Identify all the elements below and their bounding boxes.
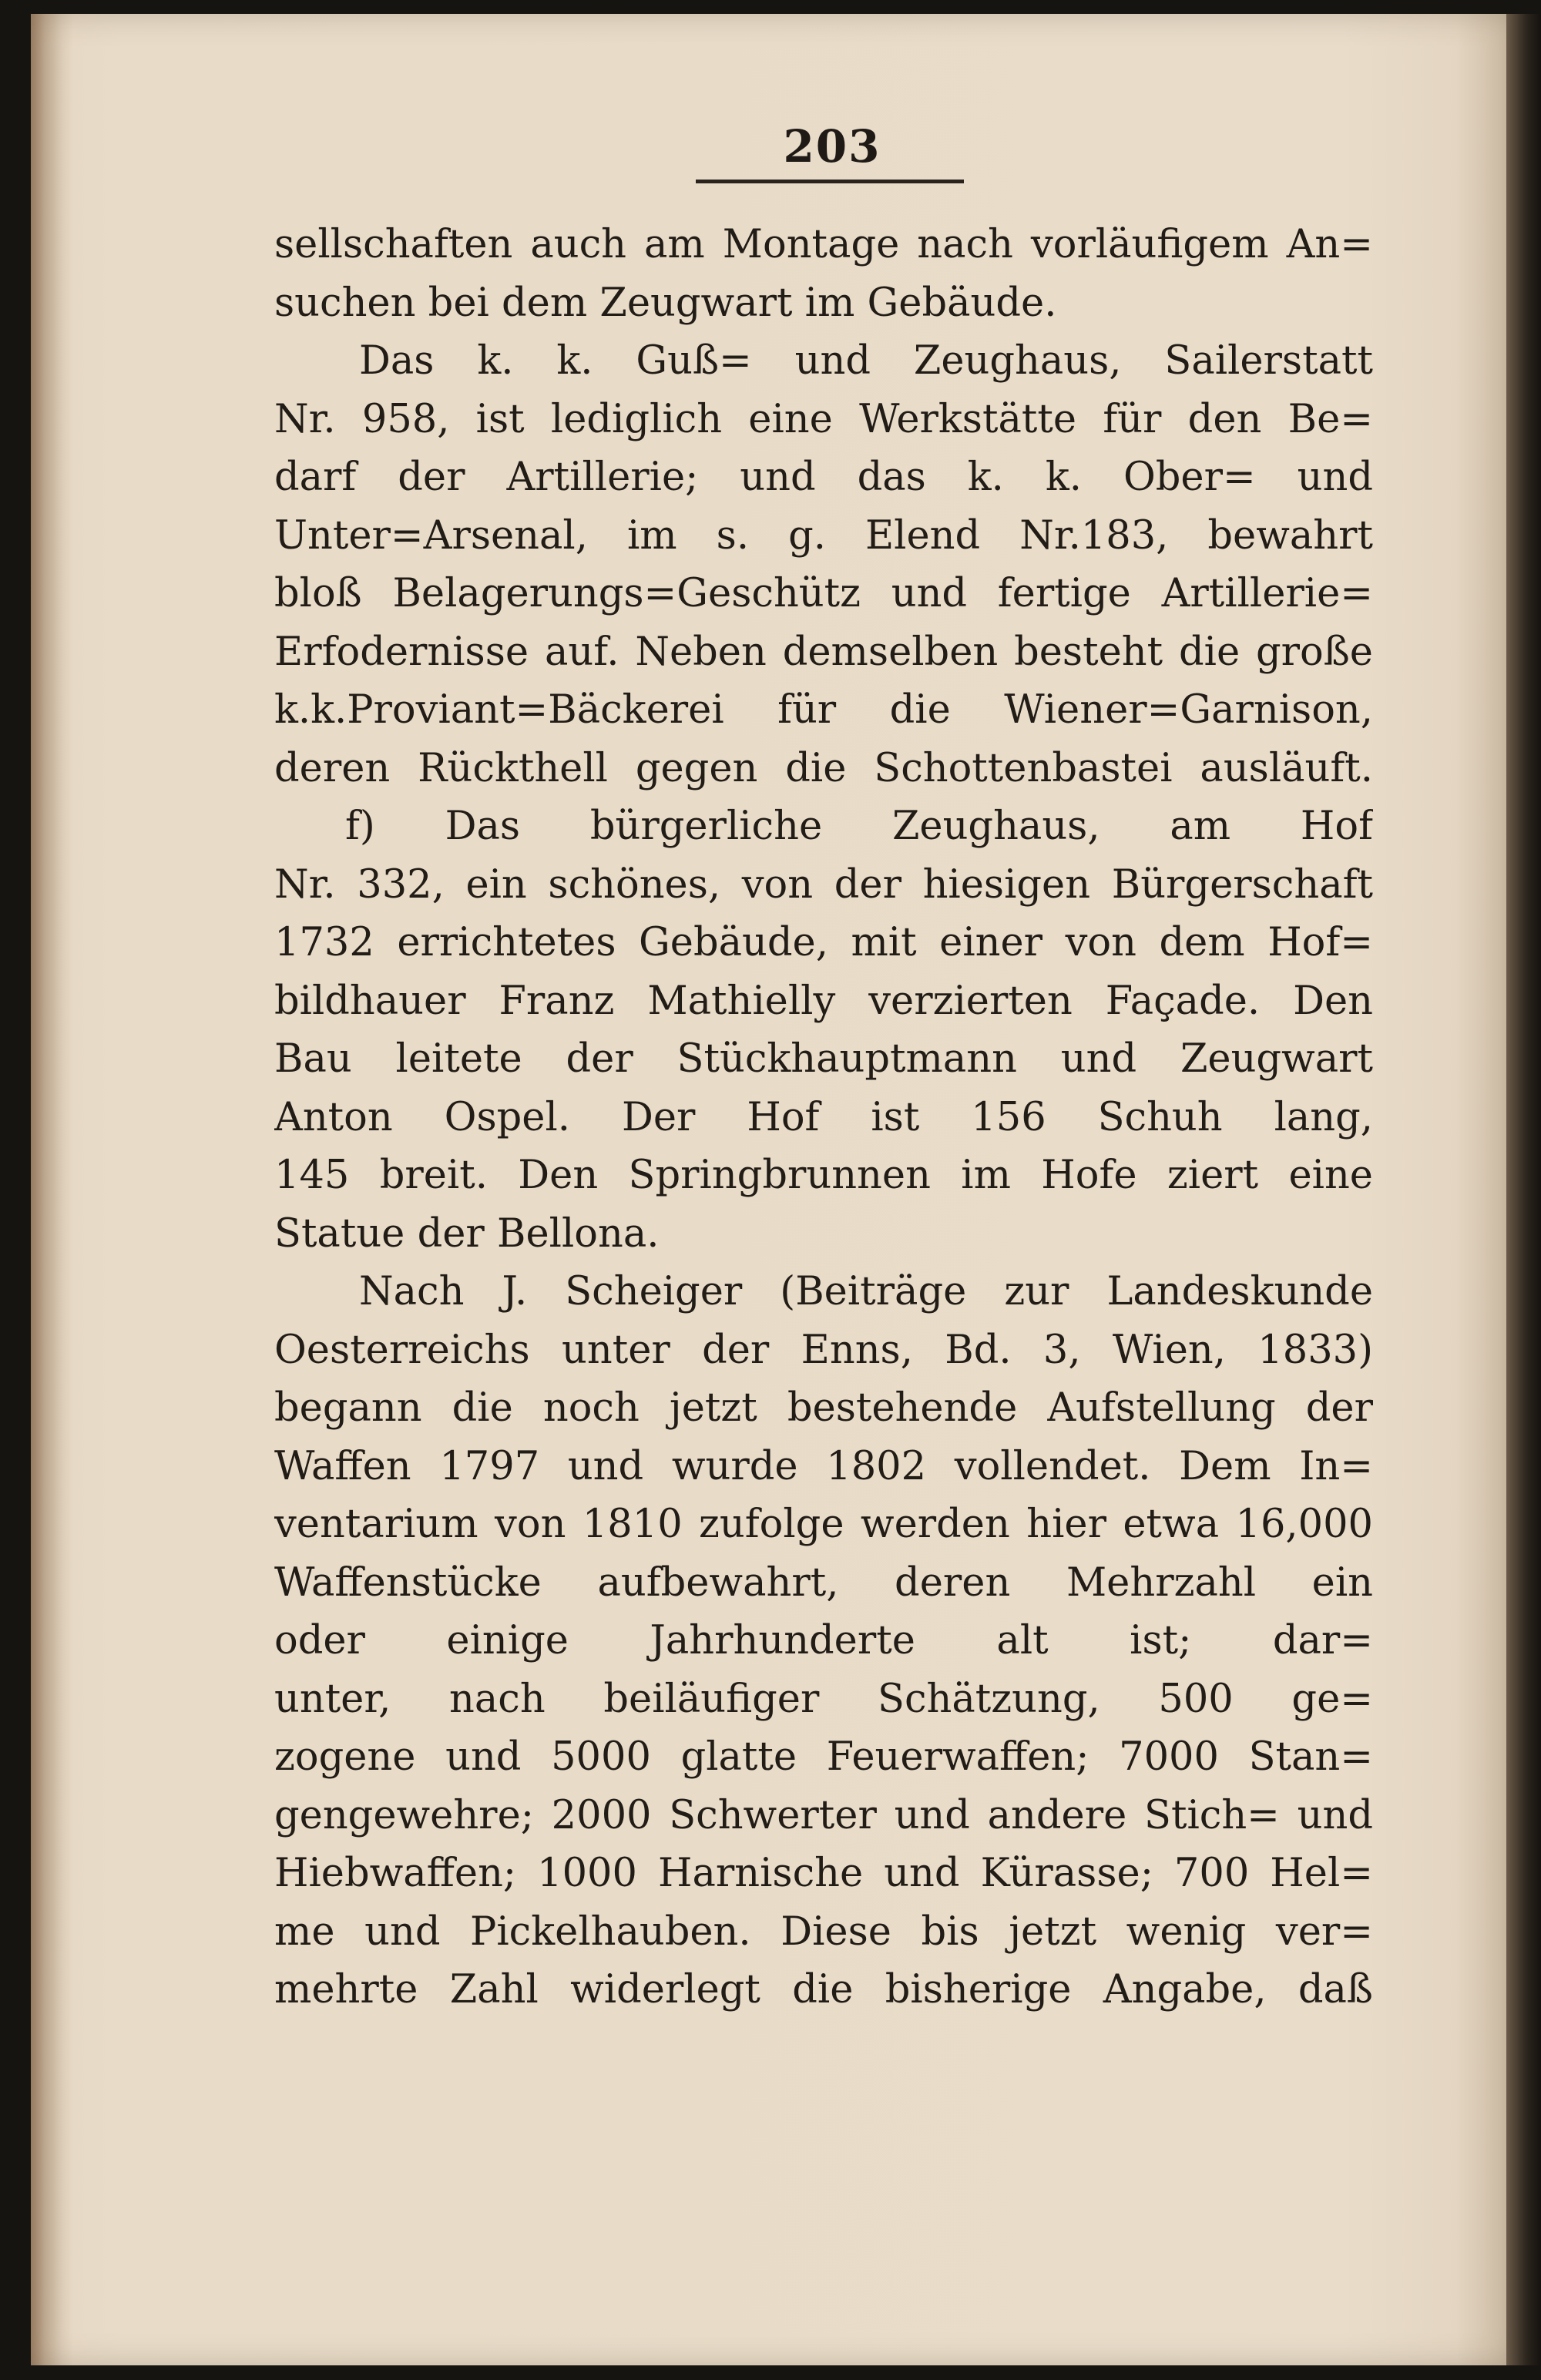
text-line: zogene und 5000 glatte Feuerwaffen; 7000 Stan= bbox=[274, 1734, 1373, 1780]
text-line: bildhauer Franz Mathielly verzierten Façade. Den bbox=[274, 978, 1373, 1024]
text-line: Das k. k. Guß= und Zeughaus, Sailerstatt bbox=[359, 338, 1373, 384]
text-line: Hiebwaffen; 1000 Harnische und Kürasse; 700 Hel= bbox=[274, 1851, 1373, 1896]
text-line: Nach J. Scheiger (Beiträge zur Landeskunde bbox=[359, 1269, 1373, 1314]
text-line: oder einige Jahrhunderte alt ist; dar= bbox=[274, 1618, 1373, 1663]
text-line: deren Rückthell gegen die Schottenbastei ausläuft. bbox=[274, 745, 1373, 791]
text-line: Anton Ospel. Der Hof ist 156 Schuh lang, bbox=[274, 1094, 1373, 1140]
text-line: me und Pickelhauben. Diese bis jetzt wenig ver= bbox=[274, 1908, 1373, 1955]
text-line: Statue der Bellona. bbox=[274, 1210, 660, 1257]
text-line: suchen bei dem Zeugwart im Gebäude. bbox=[274, 280, 1057, 326]
text-line: 145 breit. Den Springbrunnen im Hofe ziert eine bbox=[274, 1153, 1373, 1198]
text-line: k.k.Proviant=Bäckerei für die Wiener=Garnison, bbox=[274, 687, 1373, 733]
page-number: 203 bbox=[783, 120, 881, 173]
body-text bbox=[274, 216, 1373, 2019]
text-line: Bau leitete der Stückhauptmann und Zeugwart bbox=[274, 1036, 1373, 1082]
text-line: darf der Artillerie; und das k. k. Ober= und bbox=[274, 455, 1373, 500]
text-line: f) Das bürgerliche Zeughaus, am Hof bbox=[345, 804, 1373, 849]
text-line: Waffenstücke aufbewahrt, deren Mehrzahl ein bbox=[274, 1559, 1373, 1606]
text-line: 1732 errichtetes Gebäude, mit einer von dem Hof= bbox=[274, 920, 1373, 965]
text-line: bloß Belagerungs=Geschütz und fertige Artillerie= bbox=[274, 571, 1373, 616]
book-edge bbox=[1506, 14, 1541, 2365]
text-line: unter, nach beiläufiger Schätzung, 500 ge= bbox=[274, 1676, 1373, 1722]
text-line: mehrte Zahl widerlegt die bisherige Angabe, daß bbox=[274, 1967, 1373, 2012]
text-line: Waffen 1797 und wurde 1802 vollendet. Dem In= bbox=[274, 1443, 1373, 1489]
text-line: sellschaften auch am Montage nach vorläufigem An= bbox=[274, 222, 1373, 267]
page-gutter-shadow bbox=[31, 14, 73, 2365]
page-header bbox=[693, 116, 971, 189]
text-line: ventarium von 1810 zufolge werden hier etwa 16,000 bbox=[274, 1502, 1373, 1547]
text-line: Erfodernisse auf. Neben demselben besteht die große bbox=[274, 629, 1373, 675]
text-line: Unter=Arsenal, im s. g. Elend Nr.183, bewahrt bbox=[274, 512, 1373, 559]
text-line: Nr. 332, ein schönes, von der hiesigen Bürgerschaft bbox=[274, 861, 1373, 908]
text-line: Oesterreichs unter der Enns, Bd. 3, Wien, 1833) bbox=[274, 1327, 1373, 1373]
text-line: Nr. 958, ist lediglich eine Werkstätte für den Be= bbox=[274, 396, 1373, 442]
header-rule bbox=[696, 180, 964, 183]
text-line: begann die noch jetzt bestehende Aufstellung der bbox=[274, 1385, 1373, 1431]
text-line: gengewehre; 2000 Schwerter und andere Stich= und bbox=[274, 1792, 1373, 1838]
